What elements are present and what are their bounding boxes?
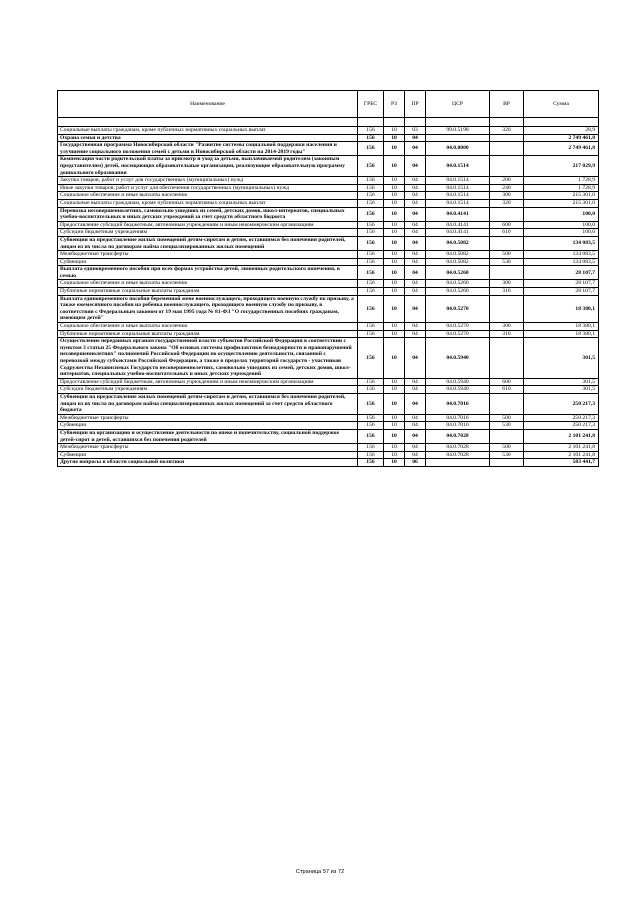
cell-rz: 10 — [384, 386, 405, 394]
cell-grbs: 156 — [358, 422, 384, 430]
table-row — [58, 330, 599, 338]
cell-name: Социальные выплаты гражданам, кроме публичных нормативных социальных выплат — [58, 199, 358, 207]
cell-vr — [490, 236, 524, 250]
cell-name: Публичные нормативные социальные выплаты гражданам — [58, 288, 358, 296]
cell-pr: 04 — [405, 229, 426, 237]
cell-grbs: 156 — [358, 444, 384, 452]
cell-pr: 04 — [405, 258, 426, 266]
cell-pr: 04 — [405, 184, 426, 192]
cell-pr: 04 — [405, 393, 426, 414]
table-row — [58, 177, 599, 185]
cell-rz: 10 — [384, 251, 405, 259]
cell-vr — [490, 459, 524, 467]
table-row — [58, 386, 599, 394]
cell-sum: 18 380,1 — [524, 323, 599, 331]
cell-grbs: 156 — [358, 134, 384, 142]
cell-rz: 10 — [384, 393, 405, 414]
cell-rz: 10 — [384, 207, 405, 221]
cell-name: Предоставление субсидий бюджетным, автономным учреждениям и иным некоммерческим организациям — [58, 221, 358, 229]
cell-name: Другие вопросы в области социальной политики — [58, 459, 358, 467]
cell-name: Субвенции — [58, 422, 358, 430]
cell-pr: 04 — [405, 236, 426, 250]
cell-pr: 04 — [405, 207, 426, 221]
cell-grbs: 156 — [358, 177, 384, 185]
cell-pr: 04 — [405, 330, 426, 338]
budget-table — [57, 90, 599, 467]
header-vr: ВР — [490, 91, 524, 118]
cell-name: Социальное обеспечение и иные выплаты населению — [58, 192, 358, 200]
cell-pr: 04 — [405, 251, 426, 259]
cell-sum: 2 101 241,8 — [524, 429, 599, 443]
cell-sum: 217 029,9 — [524, 156, 599, 177]
table-row — [58, 414, 599, 422]
cell-sum: 18 380,1 — [524, 295, 599, 322]
cell-rz: 10 — [384, 295, 405, 322]
cell-name: Субвенции на организацию и осуществление деятельности по опеке и попечительству, социальной поддержке детей-сирот и детей, оставшихся без попечения родителей — [58, 429, 358, 443]
table-row — [58, 156, 599, 177]
table-row — [58, 236, 599, 250]
table-row — [58, 258, 599, 266]
header-grbs: ГРБС — [358, 91, 384, 118]
cell-vr: 610 — [490, 386, 524, 394]
cell-grbs: 156 — [358, 323, 384, 331]
cell-vr — [490, 295, 524, 322]
cell-rz: 10 — [384, 258, 405, 266]
cell-grbs: 156 — [358, 142, 384, 156]
cell-sum: 1 728,9 — [524, 184, 599, 192]
table-row — [58, 184, 599, 192]
cell-vr: 300 — [490, 280, 524, 288]
cell-grbs: 156 — [358, 207, 384, 221]
cell-csr: 04.0.5082 — [426, 258, 490, 266]
cell-csr: 04.0.5260 — [426, 280, 490, 288]
cell-csr: 04.0.7016 — [426, 393, 490, 414]
cell-pr: 04 — [405, 221, 426, 229]
cell-pr: 04 — [405, 444, 426, 452]
cell-csr: 04.0.0000 — [426, 142, 490, 156]
cell-grbs: 156 — [358, 236, 384, 250]
cell-pr: 04 — [405, 142, 426, 156]
cell-name: Межбюджетные трансферты — [58, 444, 358, 452]
table-row — [58, 134, 599, 142]
table-row — [58, 207, 599, 221]
cell-rz: 10 — [384, 184, 405, 192]
header-spacer-row — [58, 118, 599, 127]
cell-name: Охрана семьи и детства — [58, 134, 358, 142]
cell-sum: 2 101 241,8 — [524, 444, 599, 452]
cell-rz: 10 — [384, 280, 405, 288]
cell-csr: 04.0.5082 — [426, 236, 490, 250]
table-row — [58, 459, 599, 467]
cell-name: Субвенции на предоставление жилых помещений детям-сиротам и детям, оставшимся без попечения родителей, лицам из их числа по договорам найма специализированных жилых помещений за счет средств областного бюджета — [58, 393, 358, 414]
table-row — [58, 251, 599, 259]
cell-vr: 610 — [490, 229, 524, 237]
table-row — [58, 280, 599, 288]
cell-sum: 28,9 — [524, 127, 599, 135]
cell-vr — [490, 142, 524, 156]
cell-grbs: 156 — [358, 378, 384, 386]
cell-grbs: 156 — [358, 192, 384, 200]
cell-csr — [426, 134, 490, 142]
cell-sum: 215 301,0 — [524, 199, 599, 207]
cell-vr: 500 — [490, 251, 524, 259]
cell-grbs: 156 — [358, 330, 384, 338]
cell-grbs: 156 — [358, 393, 384, 414]
cell-sum: 28 107,7 — [524, 266, 599, 280]
table-row — [58, 393, 599, 414]
cell-pr: 04 — [405, 451, 426, 459]
cell-vr: 300 — [490, 323, 524, 331]
cell-grbs: 156 — [358, 199, 384, 207]
cell-grbs: 156 — [358, 414, 384, 422]
cell-rz: 10 — [384, 422, 405, 430]
cell-csr: 04.0.1514 — [426, 199, 490, 207]
table-row — [58, 192, 599, 200]
cell-sum: 301,5 — [524, 378, 599, 386]
cell-pr: 04 — [405, 177, 426, 185]
cell-rz: 10 — [384, 221, 405, 229]
cell-csr: 04.0.5940 — [426, 338, 490, 379]
cell-sum: 250 217,3 — [524, 422, 599, 430]
cell-grbs: 156 — [358, 229, 384, 237]
table-row — [58, 323, 599, 331]
table-row — [58, 451, 599, 459]
cell-csr: 04.0.1514 — [426, 156, 490, 177]
cell-pr: 04 — [405, 323, 426, 331]
cell-vr: 530 — [490, 422, 524, 430]
cell-vr: 320 — [490, 127, 524, 135]
cell-vr: 200 — [490, 177, 524, 185]
cell-rz: 10 — [384, 236, 405, 250]
cell-pr: 04 — [405, 280, 426, 288]
cell-pr: 04 — [405, 266, 426, 280]
table-row — [58, 221, 599, 229]
cell-csr: 04.0.5260 — [426, 288, 490, 296]
cell-rz: 10 — [384, 229, 405, 237]
cell-rz: 10 — [384, 330, 405, 338]
cell-pr: 04 — [405, 378, 426, 386]
cell-name: Субсидии бюджетным учреждениям — [58, 386, 358, 394]
table-body — [58, 127, 599, 467]
table-row — [58, 266, 599, 280]
cell-grbs: 156 — [358, 338, 384, 379]
cell-name: Субвенции — [58, 451, 358, 459]
cell-vr: 310 — [490, 288, 524, 296]
cell-name: Закупка товаров, работ и услуг для государственных (муниципальных) нужд — [58, 177, 358, 185]
cell-grbs: 156 — [358, 459, 384, 467]
cell-csr: 04.0.4141 — [426, 221, 490, 229]
cell-name: Социальное обеспечение и иные выплаты населению — [58, 280, 358, 288]
header-rz: РЗ — [384, 91, 405, 118]
cell-vr — [490, 266, 524, 280]
cell-name: Перевозка несовершеннолетних, самовольно ушедших из семей, детских домов, школ-интернатов, специальных учебно-воспитательных и иных детских учреждений за счет средств областного бюджета — [58, 207, 358, 221]
header-csr: ЦСР — [426, 91, 490, 118]
cell-rz: 10 — [384, 142, 405, 156]
cell-sum: 215 301,0 — [524, 192, 599, 200]
cell-grbs: 156 — [358, 156, 384, 177]
cell-rz: 10 — [384, 266, 405, 280]
cell-grbs: 156 — [358, 258, 384, 266]
cell-grbs: 156 — [358, 127, 384, 135]
cell-rz: 10 — [384, 192, 405, 200]
cell-csr: 04.0.5270 — [426, 295, 490, 322]
cell-sum: 100,0 — [524, 207, 599, 221]
cell-vr: 530 — [490, 451, 524, 459]
header-sum: Сумма — [524, 91, 599, 118]
header-name: Наименование — [58, 91, 358, 118]
cell-rz: 10 — [384, 323, 405, 331]
cell-pr: 04 — [405, 134, 426, 142]
cell-rz: 10 — [384, 429, 405, 443]
cell-sum: 134 083,5 — [524, 251, 599, 259]
cell-name: Субвенции на предоставление жилых помещений детям-сиротам и детям, оставшимся без попечения родителей, лицам из их числа по договорам найма специализированных жилых помещений — [58, 236, 358, 250]
cell-rz: 10 — [384, 156, 405, 177]
cell-csr: 04.0.5940 — [426, 378, 490, 386]
cell-grbs: 156 — [358, 266, 384, 280]
cell-csr: 04.0.5270 — [426, 330, 490, 338]
cell-name: Иные закупки товаров, работ и услуг для обеспечения государственных (муниципальных) нужд — [58, 184, 358, 192]
table-row — [58, 288, 599, 296]
cell-vr — [490, 338, 524, 379]
cell-csr: 99.0.5198 — [426, 127, 490, 135]
cell-pr: 04 — [405, 338, 426, 379]
cell-name: Предоставление субсидий бюджетным, автономным учреждениям и иным некоммерческим организациям — [58, 378, 358, 386]
table-row — [58, 142, 599, 156]
cell-pr: 04 — [405, 414, 426, 422]
cell-name: Осуществление переданных органам государственной власти субъектов Российской Федерации в соответствии с пунктом 3 статьи 25 Федерального закона "Об основах системы профилактики безнадзорности и правонарушений несовершеннолетних" полномочий Российской Федерации по осуществлению деятельности, связанной с перевозкой между субъектами Российской Федерации, а также в пределах территорий государств - участников Содружества Независимых Государств несовершеннолетних, самовольно ушедших из семей, детских домов, школ-интернатов, специальных учебно-воспитательных и иных детских учреждений — [58, 338, 358, 379]
table-row — [58, 378, 599, 386]
cell-csr: 04.0.7028 — [426, 429, 490, 443]
cell-vr — [490, 429, 524, 443]
cell-csr: 04.0.7028 — [426, 444, 490, 452]
cell-rz: 10 — [384, 338, 405, 379]
cell-pr: 04 — [405, 156, 426, 177]
cell-grbs: 156 — [358, 221, 384, 229]
cell-name: Межбюджетные трансферты — [58, 251, 358, 259]
cell-sum: 18 380,1 — [524, 330, 599, 338]
cell-name: Компенсация части родительской платы за присмотр и уход за детьми, выплачиваемой родителям (законным представителям) детей, посещающих образовательные организации, реализующие образовательную программу дошкольного образования — [58, 156, 358, 177]
cell-rz: 10 — [384, 444, 405, 452]
cell-pr: 04 — [405, 199, 426, 207]
cell-pr: 04 — [405, 422, 426, 430]
cell-vr: 600 — [490, 378, 524, 386]
cell-csr: 04.0.5082 — [426, 251, 490, 259]
cell-name: Государственная программа Новосибирской области "Развитие системы социальной поддержки населения и улучшение социального положения семей с детьми в Новосибирской области на 2014-2019 годы" — [58, 142, 358, 156]
cell-sum: 134 083,5 — [524, 258, 599, 266]
cell-sum: 250 217,3 — [524, 414, 599, 422]
cell-sum: 583 441,7 — [524, 459, 599, 467]
cell-grbs: 156 — [358, 295, 384, 322]
cell-csr: 04.0.1514 — [426, 184, 490, 192]
cell-grbs: 156 — [358, 251, 384, 259]
cell-rz: 10 — [384, 459, 405, 467]
table-row — [58, 422, 599, 430]
cell-csr: 04.0.5940 — [426, 386, 490, 394]
cell-sum: 2 749 461,8 — [524, 134, 599, 142]
cell-sum: 250 217,3 — [524, 393, 599, 414]
table-row — [58, 127, 599, 135]
cell-vr: 530 — [490, 258, 524, 266]
cell-grbs: 156 — [358, 288, 384, 296]
cell-sum: 100,0 — [524, 229, 599, 237]
cell-rz: 10 — [384, 414, 405, 422]
cell-pr: 04 — [405, 429, 426, 443]
cell-name: Социальное обеспечение и иные выплаты населению — [58, 323, 358, 331]
cell-name: Публичные нормативные социальные выплаты гражданам — [58, 330, 358, 338]
cell-pr: 04 — [405, 295, 426, 322]
cell-csr: 04.0.5270 — [426, 323, 490, 331]
cell-vr: 240 — [490, 184, 524, 192]
table-row — [58, 429, 599, 443]
cell-sum: 2 749 461,8 — [524, 142, 599, 156]
cell-rz: 10 — [384, 378, 405, 386]
cell-rz: 10 — [384, 199, 405, 207]
cell-name: Социальные выплаты гражданам, кроме публичных нормативных социальных выплат — [58, 127, 358, 135]
cell-vr — [490, 134, 524, 142]
cell-csr: 04.0.1514 — [426, 177, 490, 185]
cell-csr: 04.0.5260 — [426, 266, 490, 280]
cell-grbs: 156 — [358, 280, 384, 288]
table-header-row — [58, 91, 599, 118]
cell-name: Субсидии бюджетным учреждениям — [58, 229, 358, 237]
cell-csr: 04.0.4141 — [426, 207, 490, 221]
cell-sum: 2 101 241,8 — [524, 451, 599, 459]
cell-sum: 100,0 — [524, 221, 599, 229]
cell-pr: 03 — [405, 127, 426, 135]
cell-vr — [490, 393, 524, 414]
cell-pr: 04 — [405, 386, 426, 394]
cell-grbs: 156 — [358, 429, 384, 443]
cell-csr: 04.0.4141 — [426, 229, 490, 237]
cell-vr: 500 — [490, 444, 524, 452]
table-row — [58, 199, 599, 207]
table-row — [58, 444, 599, 452]
cell-name: Выплата единовременного пособия при всех формах устройства детей, лишенных родительского попечения, в семью — [58, 266, 358, 280]
cell-rz: 10 — [384, 134, 405, 142]
cell-sum: 1 728,9 — [524, 177, 599, 185]
cell-grbs: 156 — [358, 386, 384, 394]
cell-csr: 04.0.1514 — [426, 192, 490, 200]
cell-rz: 10 — [384, 288, 405, 296]
table-row — [58, 229, 599, 237]
page-number: Страница 57 из 72 — [295, 869, 345, 875]
cell-name: Субвенции — [58, 258, 358, 266]
cell-pr: 04 — [405, 288, 426, 296]
cell-rz: 10 — [384, 177, 405, 185]
cell-vr — [490, 156, 524, 177]
cell-vr — [490, 207, 524, 221]
cell-vr: 500 — [490, 414, 524, 422]
cell-sum: 301,5 — [524, 386, 599, 394]
cell-grbs: 156 — [358, 451, 384, 459]
cell-vr: 320 — [490, 199, 524, 207]
cell-sum: 28 107,7 — [524, 288, 599, 296]
cell-csr — [426, 459, 490, 467]
table-row — [58, 338, 599, 379]
cell-vr: 310 — [490, 330, 524, 338]
cell-csr: 04.0.7028 — [426, 451, 490, 459]
cell-name: Выплата единовременного пособия беременной жене военнослужащего, проходящего военную службу по призыву, а также ежемесячного пособия на ребенка военнослужащего, проходящего военную службу по призыву, в соответствии с Федеральным законом от 19 мая 1995 года № 81-ФЗ "О государственных пособиях гражданам, имеющим детей" — [58, 295, 358, 322]
cell-sum: 28 107,7 — [524, 280, 599, 288]
cell-csr: 04.0.7016 — [426, 414, 490, 422]
cell-sum: 134 083,5 — [524, 236, 599, 250]
table-row — [58, 295, 599, 322]
cell-name: Межбюджетные трансферты — [58, 414, 358, 422]
cell-vr: 300 — [490, 192, 524, 200]
cell-rz: 10 — [384, 451, 405, 459]
cell-sum: 301,5 — [524, 338, 599, 379]
cell-grbs: 156 — [358, 184, 384, 192]
header-pr: ПР — [405, 91, 426, 118]
cell-rz: 10 — [384, 127, 405, 135]
cell-vr: 600 — [490, 221, 524, 229]
cell-pr: 06 — [405, 459, 426, 467]
cell-pr: 04 — [405, 192, 426, 200]
cell-csr: 04.0.7016 — [426, 422, 490, 430]
